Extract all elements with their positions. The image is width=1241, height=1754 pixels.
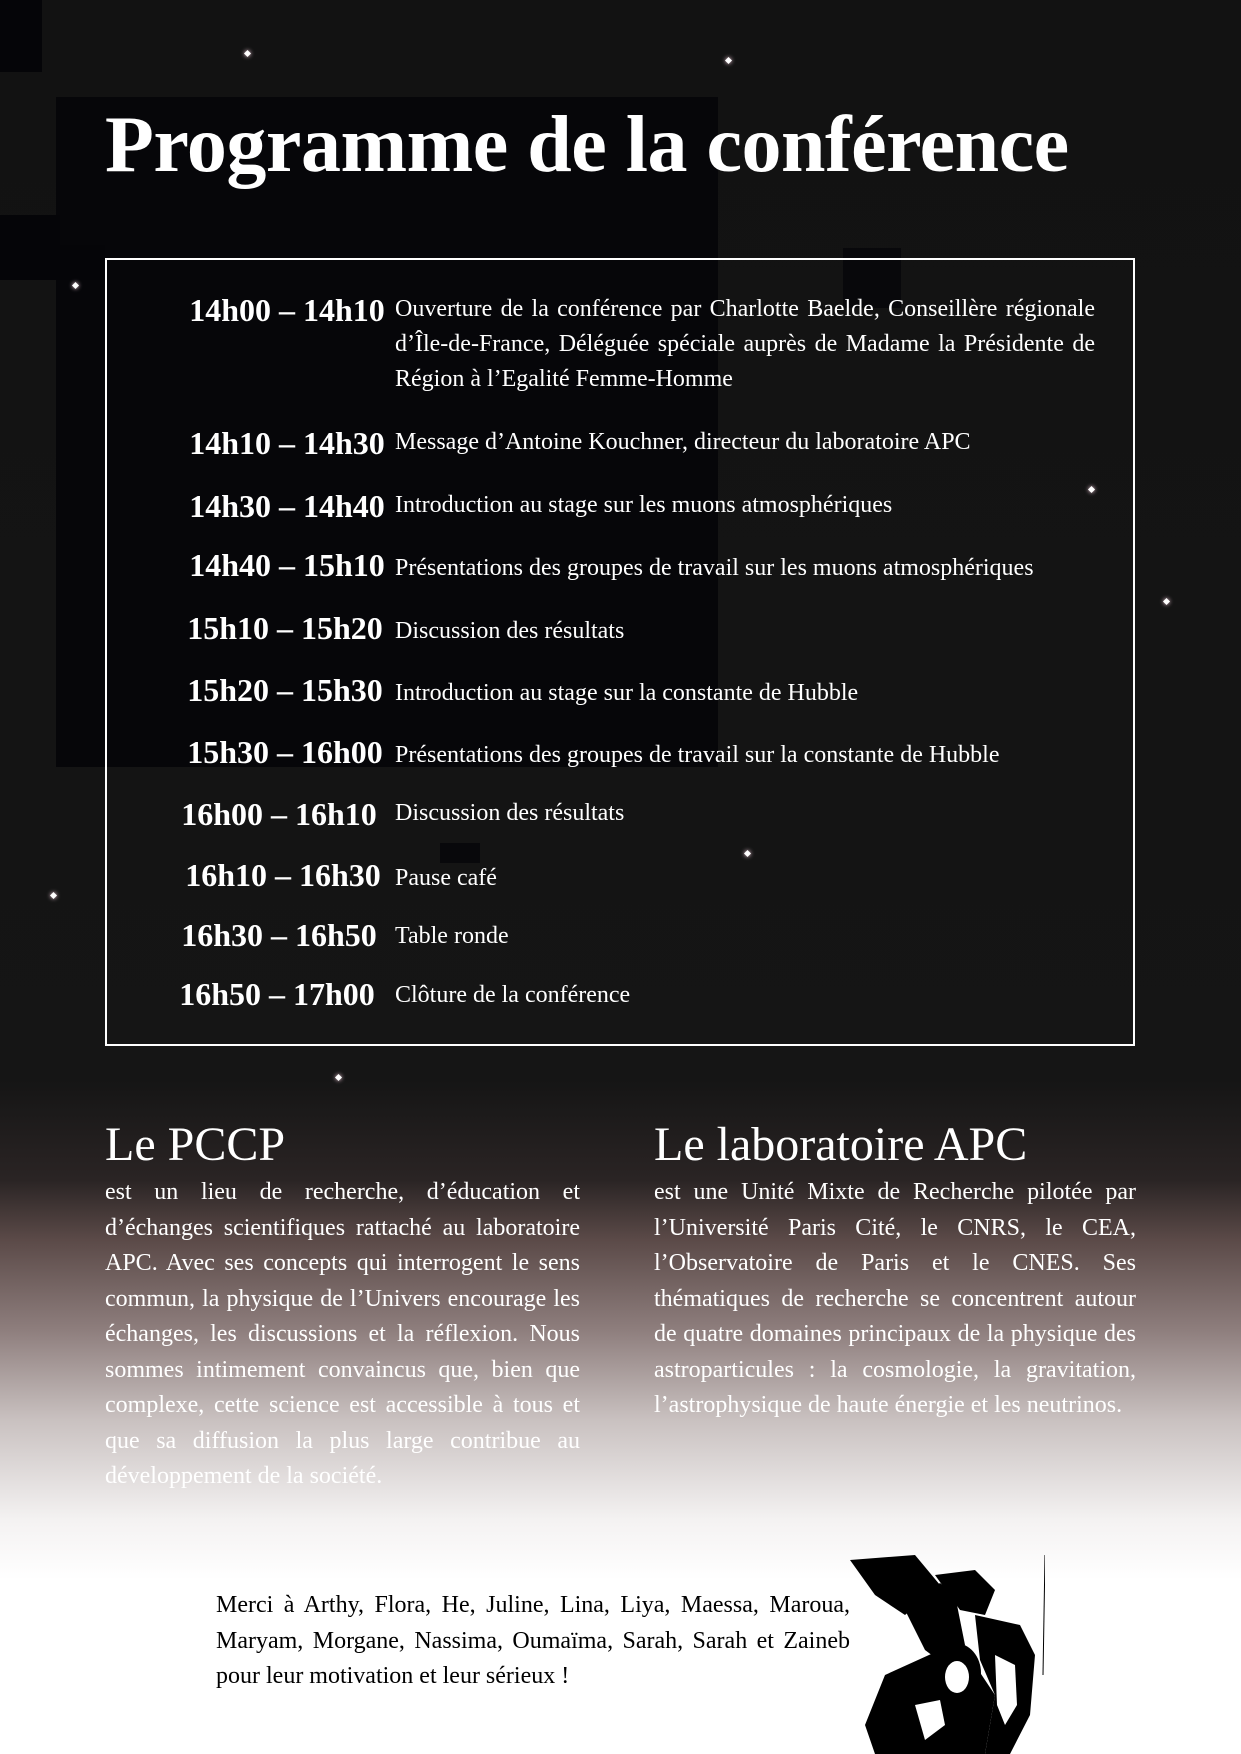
pccp-heading: Le PCCP bbox=[105, 1118, 286, 1171]
schedule-time: 15h20 – 15h30 bbox=[187, 672, 383, 708]
schedule-time: 14h10 – 14h30 bbox=[189, 425, 385, 461]
pccp-section bbox=[105, 1115, 580, 1495]
schedule-time: 15h10 – 15h20 bbox=[187, 610, 383, 646]
pixel-block bbox=[0, 0, 42, 72]
schedule-time: 16h10 – 16h30 bbox=[185, 857, 381, 893]
schedule-description: Discussion des résultats bbox=[395, 618, 625, 644]
apc-heading: Le laboratoire APC bbox=[654, 1118, 1028, 1171]
star-icon bbox=[72, 282, 79, 289]
schedule-time: 16h00 – 16h10 bbox=[181, 796, 377, 832]
schedule-box bbox=[105, 258, 1135, 1046]
schedule-time: 16h50 – 17h00 bbox=[179, 976, 375, 1012]
schedule-description: Pause café bbox=[395, 865, 497, 891]
schedule-time: 14h30 – 14h40 bbox=[189, 488, 385, 524]
schedule-description: Introduction au stage sur la constante de Hubble bbox=[395, 680, 859, 706]
schedule-time: 14h00 – 14h10 bbox=[189, 292, 385, 328]
star-icon bbox=[725, 57, 732, 64]
scientist-illustration bbox=[845, 1555, 1045, 1754]
schedule-description: Clôture de la conférence bbox=[395, 982, 631, 1008]
star-icon bbox=[244, 50, 251, 57]
thanks-text: Merci à Arthy, Flora, He, Juline, Lina, Liya, Maessa, Maroua, Maryam, Morgane, Nassima, Oumaïma, Sarah, Sarah et Zaineb pour leur motivation et leur sérieux ! bbox=[216, 1592, 850, 1689]
schedule-description: Présentations des groupes de travail sur les muons atmosphériques bbox=[395, 555, 1034, 581]
schedule-description: Ouverture de la conférence par Charlotte Baelde, Conseillère régionale d’Île-de-France, Déléguée spéciale auprès de Madame la Présidente de Région à l’Egalité Femme-Homme bbox=[395, 296, 1095, 392]
apc-text: est une Unité Mixte de Recherche pilotée par l’Université Paris Cité, le CNRS, le CEA, l’Observatoire de Paris et le CNES. Ses thématiques de recherche se concentrent autour de quatre domaines principaux de la physique des astroparticules : la cosmologie, la gravitation, l’astrophysique de haute énergie et les neutrinos. bbox=[654, 1179, 1136, 1418]
schedule-time: 15h30 – 16h00 bbox=[187, 734, 383, 770]
pccp-text: est un lieu de recherche, d’éducation et d’échanges scientifiques rattaché au laboratoire APC. Avec ses concepts qui interrogent le sens commun, la physique de l’Univers encourage les échanges, les discussions et la réflexion. Nous sommes intimement convaincus que, bien que complexe, cette science est accessible à tous et que sa diffusion la plus large contribue au développement de la société. bbox=[105, 1179, 580, 1489]
page-title: Programme de la conférence bbox=[105, 101, 1069, 189]
schedule-description: Introduction au stage sur les muons atmosphériques bbox=[395, 492, 893, 518]
schedule-description: Discussion des résultats bbox=[395, 800, 625, 826]
schedule-description: Message d’Antoine Kouchner, directeur du laboratoire APC bbox=[395, 429, 971, 455]
schedule-description: Table ronde bbox=[395, 923, 509, 949]
schedule-time: 14h40 – 15h10 bbox=[189, 547, 385, 583]
schedule-time: 16h30 – 16h50 bbox=[181, 917, 377, 953]
schedule-description: Présentations des groupes de travail sur la constante de Hubble bbox=[395, 742, 1000, 768]
star-icon bbox=[1163, 598, 1170, 605]
pixel-block bbox=[0, 245, 105, 280]
apc-section bbox=[654, 1115, 1136, 1424]
star-icon bbox=[335, 1074, 342, 1081]
star-icon bbox=[50, 892, 57, 899]
